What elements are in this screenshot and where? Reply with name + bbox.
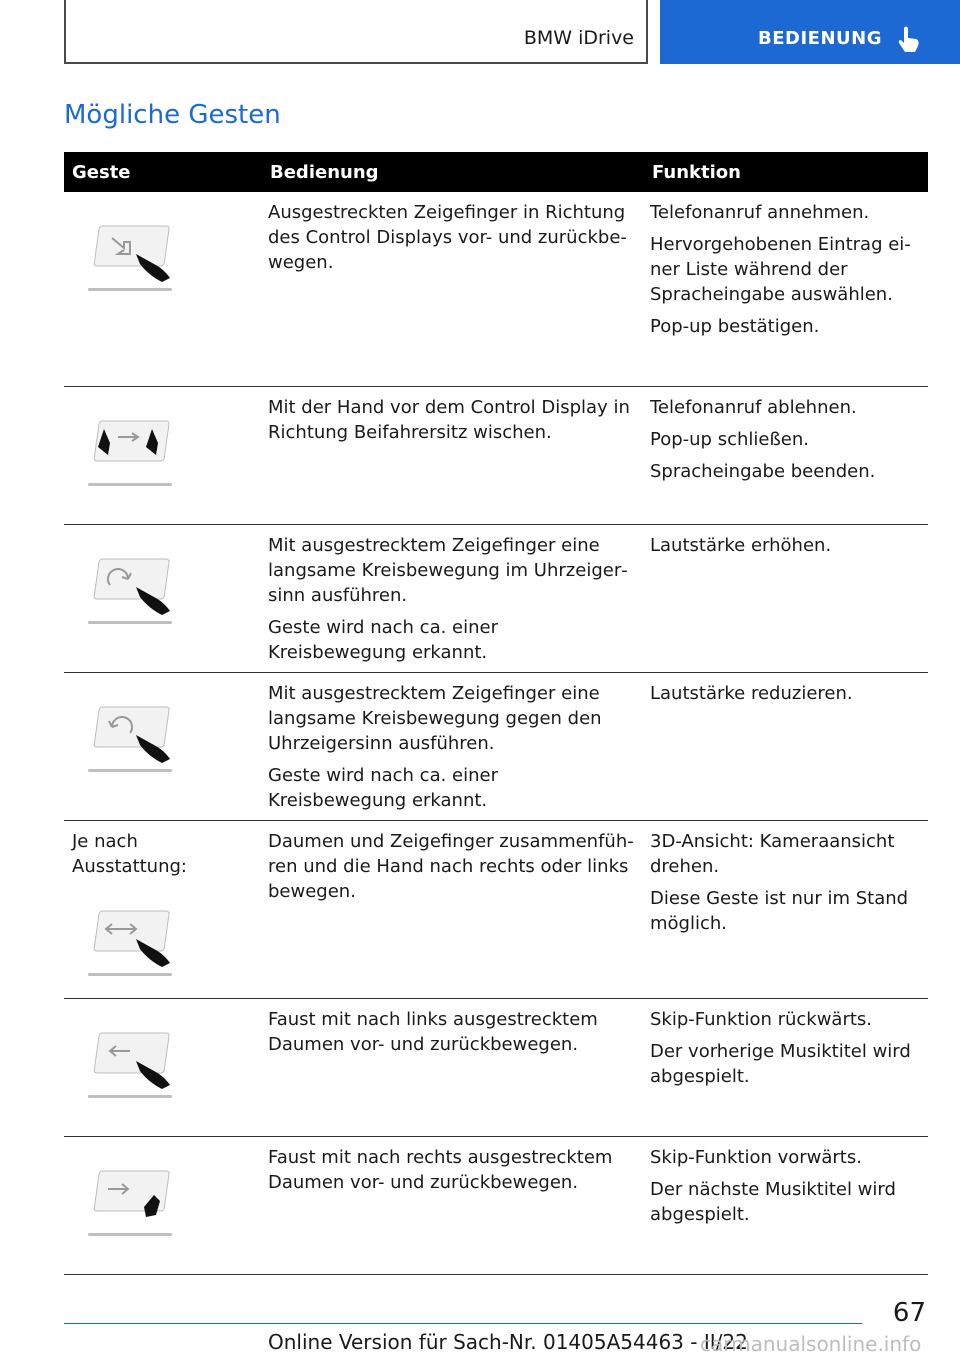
- gesture-illustration: [70, 222, 256, 294]
- table-row: [64, 672, 928, 820]
- column-header-bedienung: Bedienung: [262, 152, 644, 192]
- watermark: carmanualsonline.info: [700, 1332, 922, 1356]
- operation-text: Daumen und Zeigefinger zusammenführen und die Hand nach rechts oder links bewegen.: [268, 830, 634, 902]
- gesture-cell: [64, 998, 262, 1136]
- header-manual-title-box: [64, 0, 648, 64]
- function-text: Hervorgehobenen Eintrag einer Liste während der Spracheingabe auswählen.: [650, 234, 911, 305]
- operation-text: Geste wird nach ca. einer Kreisbewegung erkannt.: [268, 616, 499, 663]
- function-text: Pop-up bestätigen.: [650, 316, 820, 337]
- function-text: Telefonanruf annehmen.: [650, 202, 870, 223]
- function-cell: [644, 672, 928, 820]
- function-cell: [644, 998, 928, 1136]
- thumb-left-gesture-icon: [88, 1029, 178, 1101]
- table-row: [64, 386, 928, 524]
- function-text: Telefonanruf ablehnen.: [650, 396, 857, 418]
- pinch-move-gesture-icon: [88, 907, 178, 979]
- table-header-row: [64, 152, 928, 192]
- finger-point-gesture-icon: [88, 222, 178, 294]
- hand-swipe-gesture-icon: [88, 417, 178, 489]
- gesture-illustration: [70, 1167, 256, 1239]
- function-text: Diese Geste ist nur im Stand möglich.: [650, 887, 909, 934]
- table-row: [64, 192, 928, 386]
- operation-text: Faust mit nach links ausgestrecktem Daumen vor- und zurückbewegen.: [268, 1008, 598, 1055]
- gesture-illustration: [70, 1029, 256, 1101]
- operation-text: Mit ausgestrecktem Zeigefinger eine langsame Kreisbewegung gegen den Uhrzeigersinn ausführen.: [268, 682, 602, 754]
- function-text: Lautstärke erhöhen.: [650, 534, 832, 556]
- column-header-geste: Geste: [64, 152, 262, 192]
- function-text: Lautstärke reduzieren.: [650, 682, 853, 704]
- operation-text: Mit ausgestrecktem Zeigefinger eine langsame Kreisbewegung im Uhrzeigersinn ausführen.: [268, 534, 628, 606]
- header-manual-title: BMW iDrive: [523, 27, 634, 49]
- operation-text: Ausgestreckten Zeigefinger in Richtung des Control Displays vor- und zurückbewegen.: [268, 202, 627, 273]
- rotate-counterclockwise-gesture-icon: [88, 703, 178, 775]
- gesture-illustration: [70, 417, 256, 489]
- page-number: 67: [892, 1298, 926, 1328]
- header-section-tab[interactable]: [660, 0, 960, 64]
- table-row: [64, 1136, 928, 1274]
- function-text: Pop-up schließen.: [650, 428, 810, 450]
- gesture-cell: [64, 192, 262, 386]
- gesture-cell: [64, 820, 262, 998]
- gesture-cell: [64, 672, 262, 820]
- function-cell: [644, 386, 928, 524]
- function-text: Skip-Funktion vorwärts.: [650, 1146, 862, 1168]
- table-row: [64, 998, 928, 1136]
- operation-text: Mit der Hand vor dem Control Display in Richtung Beifahrersitz wischen.: [268, 396, 630, 443]
- gesture-illustration: [70, 703, 256, 775]
- function-text: Spracheingabe beenden.: [650, 460, 876, 482]
- operation-cell: [262, 672, 644, 820]
- header-section-label: BEDIENUNG: [758, 28, 882, 49]
- gesture-cell: [64, 386, 262, 524]
- operation-cell: [262, 998, 644, 1136]
- operation-cell: [262, 1136, 644, 1274]
- footer-divider: [64, 1323, 862, 1324]
- function-cell: [644, 1136, 928, 1274]
- function-cell: [644, 192, 928, 386]
- gesture-illustration: [70, 907, 256, 979]
- rotate-clockwise-gesture-icon: [88, 555, 178, 627]
- column-header-funktion: Funktion: [644, 152, 928, 192]
- gesture-cell: [64, 524, 262, 672]
- operation-text: Geste wird nach ca. einer Kreisbewegung erkannt.: [268, 764, 499, 811]
- operation-cell: [262, 524, 644, 672]
- operation-cell: [262, 192, 644, 386]
- equipment-note: Je nach Ausstattung:: [72, 830, 187, 877]
- operation-cell: [262, 386, 644, 524]
- gesture-illustration: [70, 555, 256, 627]
- function-cell: [644, 524, 928, 672]
- function-cell: [644, 820, 928, 998]
- thumb-right-gesture-icon: [88, 1167, 178, 1239]
- function-text: Der nächste Musiktitel wird abgespielt.: [650, 1178, 896, 1225]
- page-title: Mögliche Gesten: [64, 100, 281, 130]
- gesture-cell: [64, 1136, 262, 1274]
- gesture-table: [64, 152, 928, 1275]
- hand-pointer-icon: [896, 26, 922, 54]
- operation-cell: [262, 820, 644, 998]
- operation-text: Faust mit nach rechts ausgestrecktem Daumen vor- und zurückbewegen.: [268, 1146, 613, 1193]
- function-text: Skip-Funktion rückwärts.: [650, 1008, 873, 1030]
- function-text: Der vorherige Musiktitel wird abgespielt.: [650, 1040, 911, 1087]
- function-text: 3D-Ansicht: Kameraansicht drehen.: [650, 830, 895, 877]
- table-row: [64, 524, 928, 672]
- table-row: [64, 820, 928, 998]
- footer-text: Online Version für Sach-Nr. 01405A54463 - II/22: [268, 1330, 748, 1354]
